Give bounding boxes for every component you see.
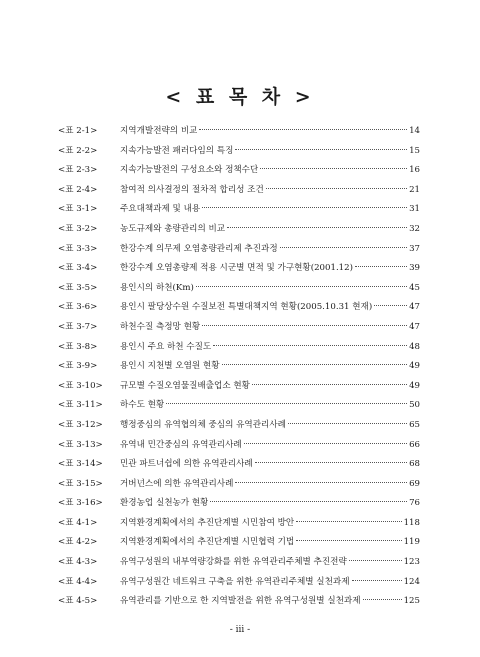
toc-entry-title: 참여적 의사결정의 절차적 합리성 조건 — [120, 184, 264, 195]
toc-entry-page: 39 — [409, 263, 420, 274]
toc-entry-title: 유역내 민간중심의 유역관리사례 — [120, 439, 242, 450]
toc-entry-title: 환경농업 실천농가 현황 — [120, 498, 209, 509]
toc-entry-page: 66 — [409, 439, 420, 450]
toc-entry-label: <표 2-2> — [58, 145, 98, 156]
dot-leader — [363, 599, 402, 600]
toc-entry-page: 47 — [409, 302, 420, 313]
toc-entry-page: 21 — [409, 184, 420, 195]
toc-entry — [58, 338, 420, 358]
toc-entry — [58, 455, 420, 475]
toc-entry-page: 49 — [409, 380, 420, 391]
toc-entry-title: 한강수계 오염총량제 적용 시군별 면적 및 가구현황(2001.12) — [120, 263, 353, 274]
dot-leader — [202, 207, 407, 208]
toc-entry — [58, 514, 420, 534]
toc-entry-page: 32 — [409, 223, 420, 234]
toc-entry-title: 유역구성원의 내부역량강화를 위한 유역관리주체별 추진전략 — [120, 557, 347, 568]
dot-leader — [355, 266, 407, 267]
dot-leader — [260, 168, 407, 169]
dot-leader — [210, 501, 407, 502]
toc-entry — [58, 181, 420, 201]
dot-leader — [280, 247, 407, 248]
toc-entry — [58, 377, 420, 397]
toc-entry-label: <표 3-2> — [58, 223, 98, 234]
dot-leader — [235, 149, 407, 150]
toc-entry-label: <표 3-9> — [58, 361, 98, 372]
dot-leader — [296, 540, 401, 541]
dot-leader — [166, 403, 407, 404]
toc-entry-title: 지속가능발전의 구성요소와 정책수단 — [120, 165, 259, 176]
toc-entry — [58, 416, 420, 436]
toc-entry-label: <표 3-10> — [58, 380, 103, 391]
toc-entry-label: <표 3-13> — [58, 439, 103, 450]
toc-entry-label: <표 3-8> — [58, 341, 98, 352]
toc-entry-page: 37 — [409, 243, 420, 254]
table-of-contents — [58, 122, 420, 612]
dot-leader — [374, 305, 407, 306]
toc-entry-title: 주요대책과제 및 내용 — [120, 204, 201, 215]
toc-entry-page: 50 — [409, 400, 420, 411]
toc-entry-title: 하수도 현황 — [120, 400, 165, 411]
toc-entry-title: 용인시 지천별 오염원 현황 — [120, 361, 220, 372]
toc-entry — [58, 259, 420, 279]
dot-leader — [235, 482, 407, 483]
toc-entry-label: <표 4-3> — [58, 557, 98, 568]
toc-entry-page: 65 — [409, 419, 420, 430]
toc-entry-page: 15 — [409, 145, 420, 156]
toc-entry — [58, 200, 420, 220]
toc-entry-label: <표 3-6> — [58, 302, 98, 313]
toc-entry — [58, 279, 420, 299]
toc-entry-label: <표 3-16> — [58, 498, 103, 509]
dot-leader — [199, 129, 407, 130]
toc-entry-label: <표 3-1> — [58, 204, 98, 215]
toc-entry-page: 124 — [403, 576, 420, 587]
dot-leader — [296, 521, 401, 522]
dot-leader — [222, 364, 408, 365]
toc-entry-title: 농도규제와 총량관리의 비교 — [120, 223, 226, 234]
toc-entry-label: <표 2-1> — [58, 126, 98, 136]
toc-entry-title: 지속가능발전 패러다임의 특징 — [120, 145, 234, 156]
dot-leader — [213, 345, 407, 346]
toc-entry — [58, 122, 420, 142]
toc-entry-title: 규모별 수질오염물질배출업소 현황 — [120, 380, 250, 391]
toc-entry-title: 한강수계 의무제 오염총량관리제 추진과정 — [120, 243, 278, 254]
page-title: < 표 목 차 > — [165, 86, 315, 108]
toc-entry-title: 유역구성원간 네트워크 구축을 위한 유역관리주체별 실천과제 — [120, 576, 350, 587]
toc-entry-page: 14 — [409, 126, 420, 136]
toc-entry — [58, 240, 420, 260]
toc-entry — [58, 436, 420, 456]
toc-entry-title: 용인시 팔당상수원 수질보전 특별대책지역 현황(2005.10.31 현재) — [120, 302, 373, 313]
toc-entry — [58, 494, 420, 514]
toc-entry-label: <표 3-7> — [58, 321, 98, 332]
toc-entry-title: 유역관리를 기반으로 한 지역발전을 위한 유역구성원별 실천과제 — [120, 596, 361, 607]
toc-entry — [58, 553, 420, 573]
dot-leader — [349, 560, 402, 561]
toc-entry-label: <표 3-15> — [58, 478, 103, 489]
dot-leader — [352, 580, 402, 581]
toc-entry-page: 49 — [409, 361, 420, 372]
toc-entry-page: 125 — [403, 596, 420, 607]
toc-entry-title: 지역환경계획에서의 추진단계별 시민협력 기법 — [120, 537, 295, 548]
dot-leader — [244, 443, 407, 444]
toc-entry-label: <표 4-5> — [58, 596, 98, 607]
toc-entry-page: 69 — [409, 478, 420, 489]
toc-entry-title: 거버넌스에 의한 유역관리사례 — [120, 478, 234, 489]
toc-entry-title: 민관 파트너쉽에 의한 유역관리사례 — [120, 459, 253, 470]
toc-entry — [58, 573, 420, 593]
toc-entry — [58, 220, 420, 240]
toc-entry — [58, 396, 420, 416]
toc-entry-page: 118 — [403, 517, 420, 528]
toc-entry-title: 행정중심의 유역협의체 중심의 유역관리사례 — [120, 419, 286, 430]
toc-entry — [58, 592, 420, 612]
toc-entry — [58, 357, 420, 377]
toc-entry-page: 76 — [409, 498, 420, 509]
toc-entry-title: 지역개발전략의 비교 — [120, 126, 198, 136]
toc-entry-label: <표 3-4> — [58, 263, 98, 274]
toc-entry-title: 지역환경계획에서의 추진단계별 시민참여 방안 — [120, 517, 295, 528]
toc-entry — [58, 318, 420, 338]
toc-entry-label: <표 2-4> — [58, 184, 98, 195]
toc-entry-label: <표 3-3> — [58, 243, 98, 254]
dot-leader — [202, 325, 407, 326]
toc-entry — [58, 142, 420, 162]
dot-leader — [266, 188, 407, 189]
toc-entry-title: 하천수질 측정망 현황 — [120, 321, 201, 332]
toc-entry-title: 용인시 주요 하천 수질도 — [120, 341, 212, 352]
page-number-footer: - iii - — [229, 625, 251, 635]
toc-entry-label: <표 3-12> — [58, 419, 103, 430]
toc-entry-label: <표 4-4> — [58, 576, 98, 587]
dot-leader — [252, 384, 407, 385]
toc-entry-page: 68 — [409, 459, 420, 470]
toc-entry-page: 48 — [409, 341, 420, 352]
toc-entry — [58, 475, 420, 495]
toc-entry-label: <표 4-2> — [58, 537, 98, 548]
dot-leader — [196, 286, 407, 287]
toc-entry — [58, 298, 420, 318]
toc-entry-label: <표 3-5> — [58, 282, 98, 293]
toc-entry-label: <표 2-3> — [58, 165, 98, 176]
toc-entry-page: 123 — [403, 557, 420, 568]
toc-entry — [58, 161, 420, 181]
dot-leader — [288, 423, 407, 424]
toc-entry-label: <표 3-11> — [58, 400, 103, 411]
toc-entry-page: 119 — [403, 537, 420, 548]
toc-entry-label: <표 3-14> — [58, 459, 103, 470]
toc-entry-page: 31 — [409, 204, 420, 215]
dot-leader — [227, 227, 407, 228]
toc-entry-page: 47 — [409, 321, 420, 332]
toc-entry-label: <표 4-1> — [58, 517, 98, 528]
dot-leader — [255, 462, 407, 463]
toc-entry-page: 45 — [409, 282, 420, 293]
toc-entry-page: 16 — [409, 165, 420, 176]
toc-entry-title: 용인시의 하천(Km) — [120, 282, 194, 293]
toc-entry — [58, 533, 420, 553]
